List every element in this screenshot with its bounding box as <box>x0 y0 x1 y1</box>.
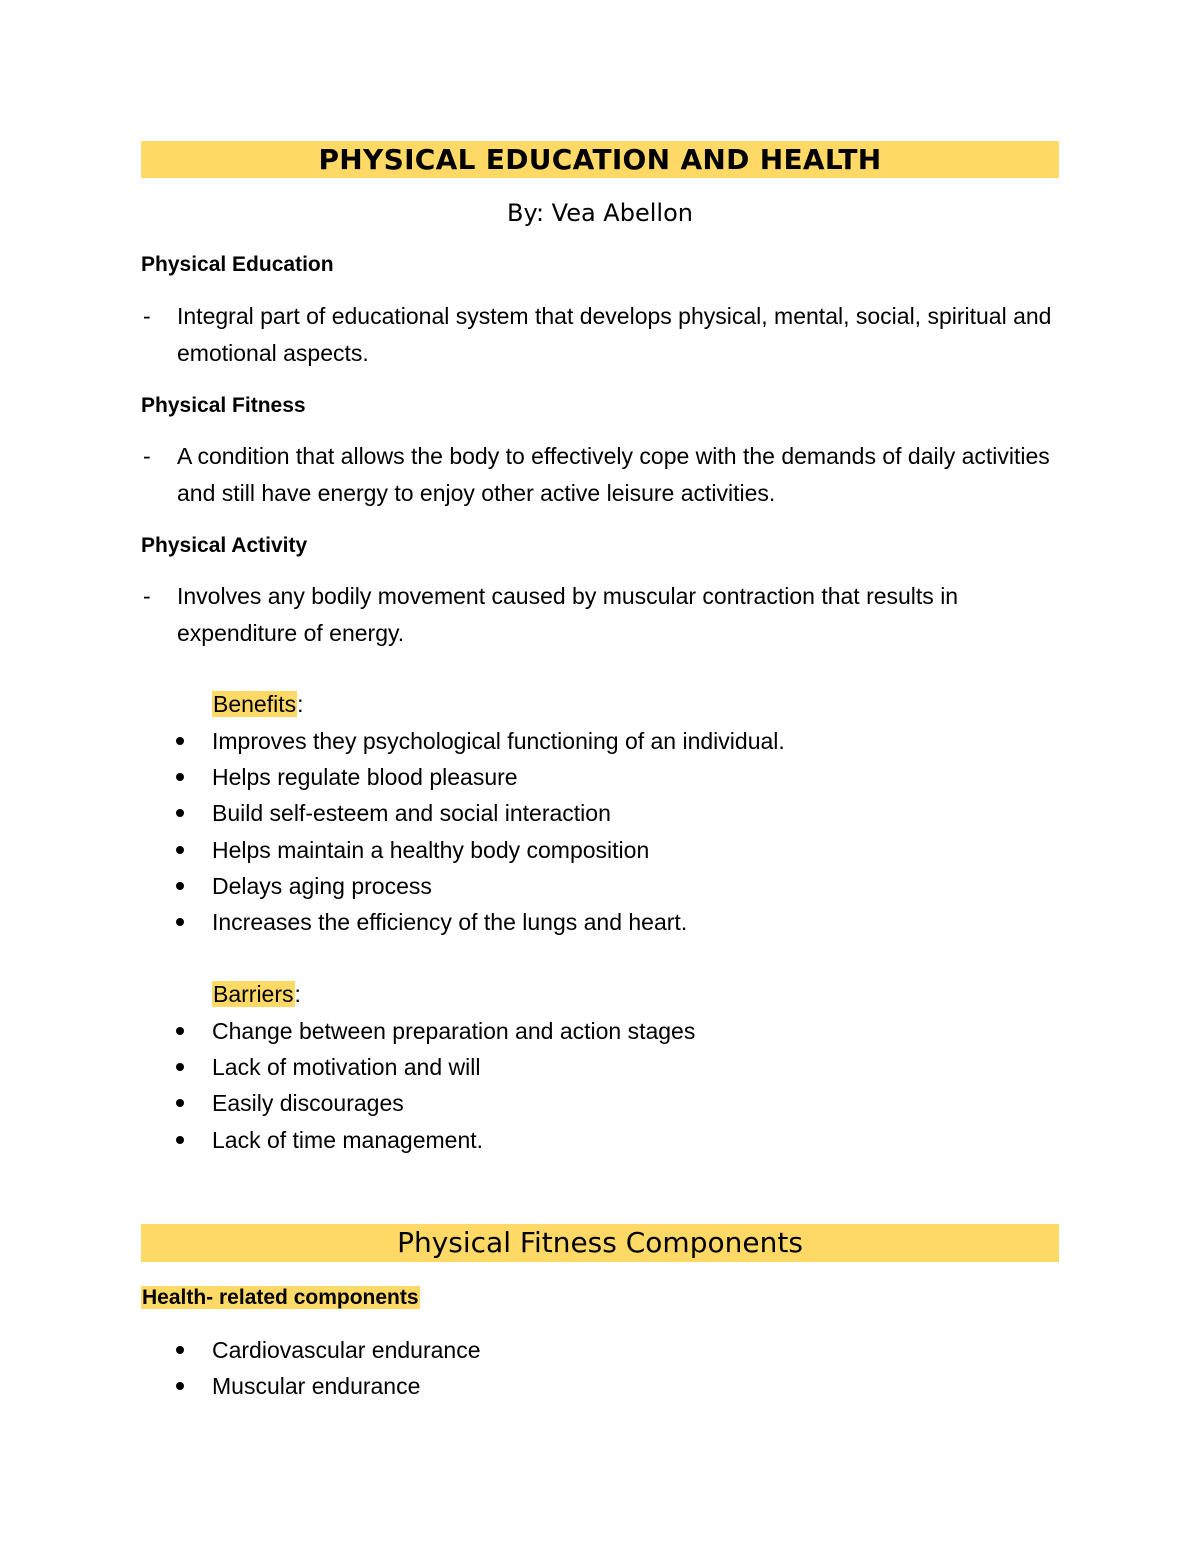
list-item <box>141 1085 695 1121</box>
benefits-label <box>212 689 304 719</box>
list-item <box>141 904 785 940</box>
list-item <box>141 723 785 759</box>
author-byline: By: Vea Abellon <box>507 199 693 227</box>
list-item-text: Improves they psychological functioning of an individual. <box>212 728 785 754</box>
list-item <box>141 1122 695 1158</box>
list-item <box>141 759 785 795</box>
list-item-text: Lack of motivation and will <box>212 1054 481 1081</box>
list-item <box>141 1332 481 1368</box>
list-item <box>141 1013 695 1049</box>
list-item-text: Cardiovascular endurance <box>212 1337 481 1363</box>
list-item-text: Change between preparation and action stages <box>212 1018 696 1044</box>
benefits-list <box>141 723 785 940</box>
barriers-label <box>212 979 301 1009</box>
list-item-text: Delays aging process <box>212 872 432 899</box>
list-item-text: Muscular endurance <box>212 1373 421 1400</box>
definition-physical-activity <box>141 578 1059 652</box>
definition-physical-fitness <box>141 438 1059 512</box>
list-item-text: Build self-esteem and social interaction <box>212 800 611 827</box>
bullet-dot <box>176 1346 184 1354</box>
health-components-list <box>141 1332 481 1404</box>
definition-text: Integral part of educational system that develops physical, mental, social, spiritual and emotional aspects. <box>177 303 1052 366</box>
list-item <box>141 868 785 904</box>
bullet-dot <box>176 1382 184 1390</box>
dash-marker: - <box>143 443 151 469</box>
list-item-text: Helps regulate blood pleasure <box>212 764 518 791</box>
bullet-dot <box>176 737 184 745</box>
definition-text: Involves any bodily movement caused by muscular contraction that results in expenditure of energy. <box>177 583 959 646</box>
health-components-heading-text: Health- related components <box>142 1286 419 1309</box>
colon: : <box>294 981 301 1007</box>
health-components-heading <box>141 1283 420 1313</box>
list-item-text: Increases the efficiency of the lungs and heart. <box>212 908 688 935</box>
dash-marker: - <box>143 303 151 329</box>
barriers-list <box>141 1013 695 1158</box>
list-item <box>141 832 785 868</box>
bullet-dot <box>176 1099 184 1107</box>
heading-physical-education: Physical Education <box>141 253 334 276</box>
bullet-dot <box>176 773 184 781</box>
list-item <box>141 1049 695 1085</box>
bullet-dot <box>176 882 184 890</box>
bullet-dot <box>176 1136 184 1144</box>
bullet-dot <box>176 846 184 854</box>
definition-physical-education <box>141 298 1059 372</box>
benefits-label-text: Benefits <box>213 691 297 717</box>
dash-marker: - <box>143 583 151 609</box>
bullet-dot <box>176 809 184 817</box>
bullet-dot <box>176 1027 184 1035</box>
bullet-dot <box>176 918 184 926</box>
barriers-label-text: Barriers <box>213 981 294 1007</box>
list-item-text: Helps maintain a healthy body composition <box>212 836 650 863</box>
list-item-text: Lack of time management. <box>212 1126 484 1153</box>
bullet-dot <box>176 1063 184 1071</box>
definition-text: A condition that allows the body to effectively cope with the demands of daily activities and still have energy to enjoy other active leisure activities. <box>177 443 1050 506</box>
heading-physical-activity: Physical Activity <box>141 534 308 557</box>
colon: : <box>297 691 304 717</box>
list-item <box>141 795 785 831</box>
list-item-text: Easily discourages <box>212 1090 404 1117</box>
document-title: PHYSICAL EDUCATION AND HEALTH <box>141 141 1059 178</box>
heading-physical-fitness: Physical Fitness <box>141 394 306 417</box>
list-item <box>141 1368 481 1404</box>
components-title: Physical Fitness Components <box>141 1224 1059 1262</box>
